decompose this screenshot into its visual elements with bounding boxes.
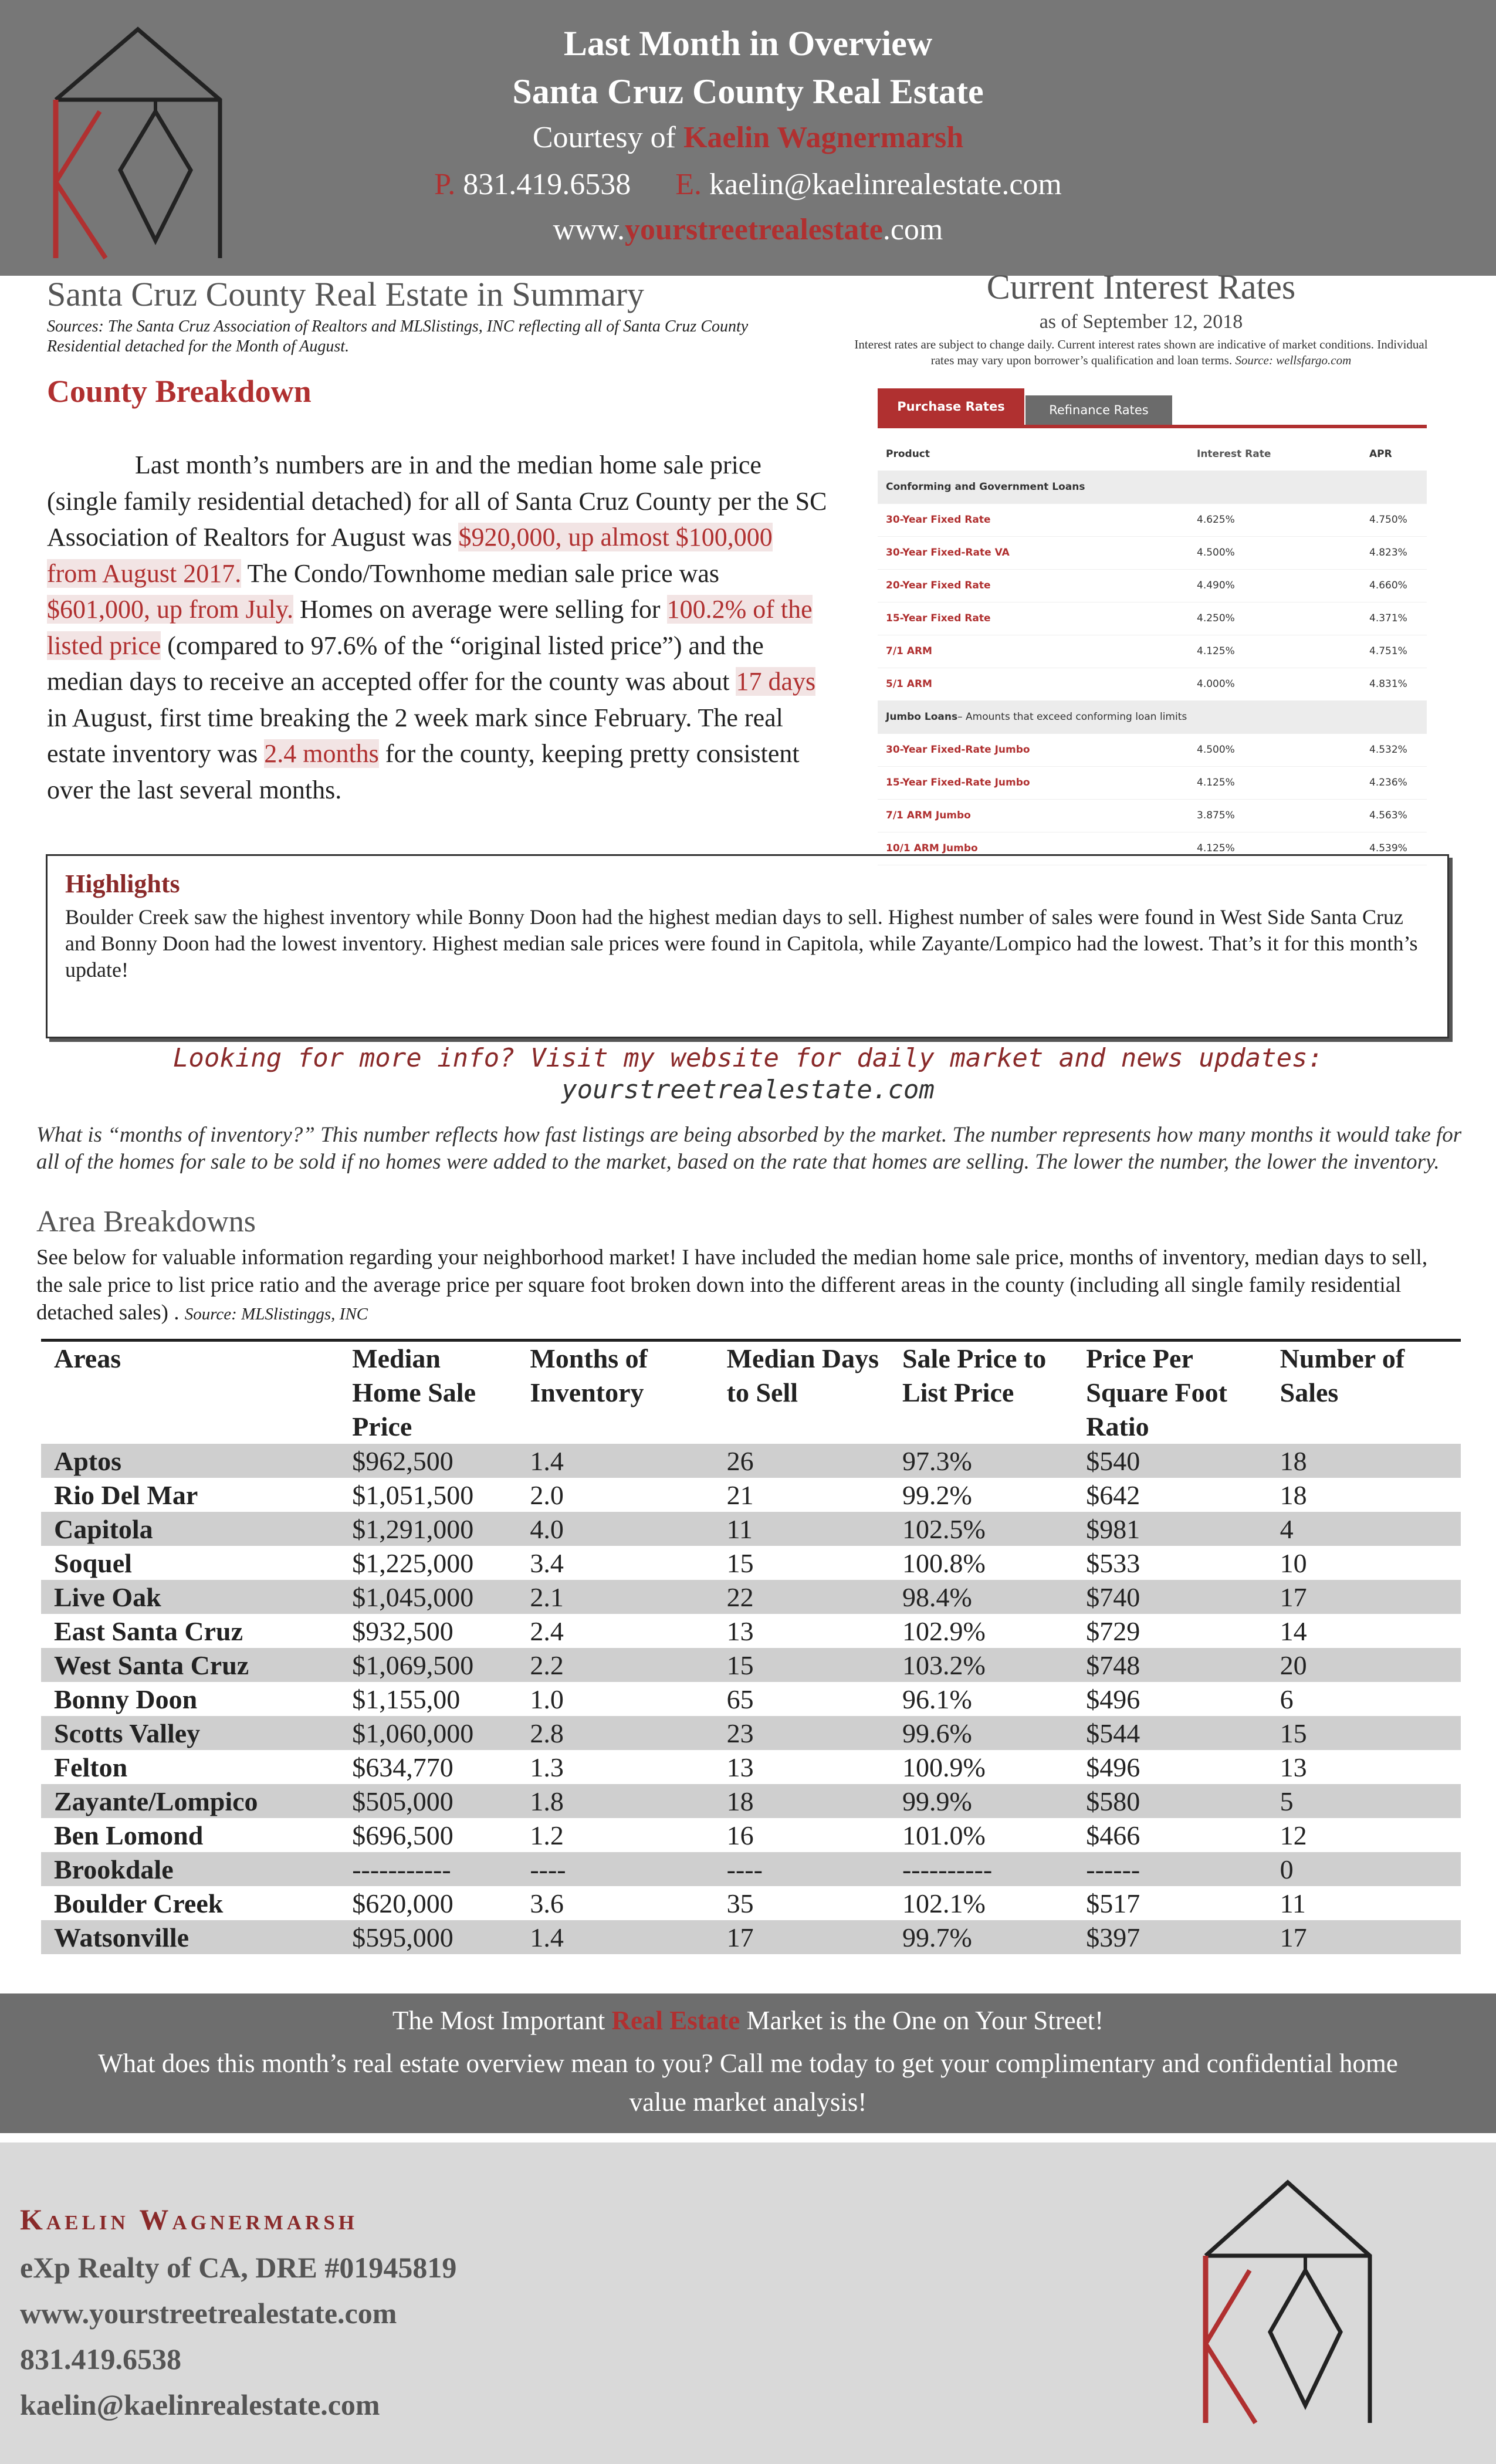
area-source: Source: MLSlistinggs, INC: [184, 1305, 368, 1324]
table-row: [41, 1886, 1461, 1920]
rate-apr: 4.751%: [1369, 645, 1407, 657]
table-cell: 21: [726, 1480, 754, 1510]
rate-row: [878, 503, 1427, 537]
table-cell: ----: [530, 1854, 566, 1884]
area-name-cell: Felton: [54, 1752, 128, 1782]
table-cell: $505,000: [352, 1786, 453, 1816]
contact-name: Kaelin Wagnermarsh: [20, 2203, 358, 2236]
table-row: [41, 1580, 1461, 1614]
rate-row: [878, 766, 1427, 800]
table-cell: 2.0: [530, 1480, 564, 1510]
contact-website[interactable]: www.yourstreetrealestate.com: [20, 2297, 397, 2330]
area-intro: [36, 1244, 1444, 1328]
table-cell: 1.3: [530, 1752, 564, 1782]
rate-product[interactable]: 7/1 ARM: [886, 645, 932, 657]
summary-text-2: The Condo/Townhome median sale price was: [241, 559, 720, 588]
group-jumbo-note: – Amounts that exceed conforming loan limits: [957, 711, 1187, 723]
rates-heading: Current Interest Rates: [986, 268, 1296, 306]
table-cell: $740: [1086, 1582, 1140, 1612]
rate-row: [878, 635, 1427, 668]
summary-sources: Sources: The Santa Cruz Association of Realtors and MLSlistings, INC reflecting all of Santa Cruz County Residential detached for the Month of August.: [47, 317, 749, 356]
table-cell: 103.2%: [902, 1650, 986, 1680]
rate-apr: 4.831%: [1369, 678, 1407, 690]
column-header: Number of Sales: [1267, 1341, 1461, 1444]
summary-highlight-2: $601,000, up from July.: [47, 595, 294, 624]
contact-phone[interactable]: 831.419.6538: [20, 2343, 181, 2375]
table-cell: 98.4%: [902, 1582, 972, 1612]
rate-apr: 4.532%: [1369, 744, 1407, 756]
rate-apr: 4.539%: [1369, 842, 1407, 854]
group-jumbo-label: Jumbo Loans: [886, 711, 958, 723]
area-table-header: [41, 1341, 1461, 1444]
table-cell: 14: [1280, 1616, 1307, 1646]
summary-highlight-1: $920,000, up almost $100,000 from August 2017.: [47, 523, 773, 588]
footer-logo-icon: [1191, 2177, 1385, 2429]
header-phone[interactable]: 831.419.6538: [463, 168, 631, 201]
rates-table: [878, 388, 1427, 852]
table-cell: 1.8: [530, 1786, 564, 1816]
rate-apr: 4.236%: [1369, 777, 1407, 788]
table-row: [41, 1546, 1461, 1580]
courtesy-prefix: Courtesy of: [532, 121, 676, 154]
table-cell: ----: [726, 1854, 763, 1884]
rates-header-row: [878, 438, 1427, 472]
table-cell: $981: [1086, 1514, 1140, 1544]
summary-highlight-4: 17 days: [736, 667, 816, 696]
header-subtitle: Santa Cruz County Real Estate: [512, 72, 984, 111]
summary-text-5: in August, first time breaking the 2 week mark since February. The real estate inventory was: [47, 703, 783, 768]
table-cell: 15: [726, 1548, 754, 1578]
web-suffix: .com: [882, 213, 943, 246]
table-cell: $466: [1086, 1820, 1140, 1850]
table-cell: 99.7%: [902, 1922, 972, 1952]
area-name-cell: Rio Del Mar: [54, 1480, 198, 1510]
table-cell: 12: [1280, 1820, 1307, 1850]
rate-product[interactable]: 15-Year Fixed Rate: [886, 612, 991, 624]
table-cell: 5: [1280, 1786, 1294, 1816]
table-cell: $1,051,500: [352, 1480, 474, 1510]
highlights-text: Boulder Creek saw the highest inventory while Bonny Doon had the highest median days to sell. Highest number of sales were found in West Side Santa Cruz and Bonny Doon had the lowest inventory. Highest median sale prices were found in Capitola, while Zayante/Lompico had the lowest. That’s it for this month’s update!: [65, 905, 1418, 981]
area-name-cell: Boulder Creek: [54, 1888, 224, 1918]
table-cell: 4: [1280, 1514, 1294, 1544]
table-cell: 17: [1280, 1922, 1307, 1952]
table-cell: 15: [726, 1650, 754, 1680]
area-name-cell: West Santa Cruz: [54, 1650, 249, 1680]
column-header: Price Per Square Foot Ratio: [1073, 1341, 1267, 1444]
area-heading: Area Breakdowns: [36, 1205, 256, 1238]
area-name-cell: Brookdale: [54, 1854, 174, 1884]
table-cell: $496: [1086, 1684, 1140, 1714]
rate-rate: 4.125%: [1197, 842, 1235, 854]
table-cell: $496: [1086, 1752, 1140, 1782]
table-cell: 6: [1280, 1684, 1294, 1714]
table-cell: 2.1: [530, 1582, 564, 1612]
table-cell: $1,060,000: [352, 1718, 474, 1748]
table-cell: ----------: [902, 1854, 993, 1884]
rate-rate: 4.125%: [1197, 777, 1235, 788]
table-cell: $1,225,000: [352, 1548, 474, 1578]
table-cell: 18: [1280, 1446, 1307, 1476]
table-cell: $696,500: [352, 1820, 453, 1850]
promo-line1: Looking for more info? Visit my website for daily market and news updates:: [172, 1043, 1324, 1073]
rates-group-conforming: [878, 471, 1427, 504]
table-cell: 99.2%: [902, 1480, 972, 1510]
table-cell: $962,500: [352, 1446, 453, 1476]
cta-line1-c: Market is the One on Your Street!: [740, 2006, 1104, 2035]
table-row: [41, 1818, 1461, 1852]
table-cell: 96.1%: [902, 1684, 972, 1714]
table-cell: $634,770: [352, 1752, 453, 1782]
col-product: Product: [886, 448, 930, 460]
header-title: Last Month in Overview: [563, 24, 933, 63]
rate-rate: 4.625%: [1197, 514, 1235, 526]
table-cell: 13: [1280, 1752, 1307, 1782]
column-header: Median Days to Sell: [714, 1341, 889, 1444]
summary-heading: Santa Cruz County Real Estate in Summary: [47, 275, 645, 313]
rate-apr: 4.371%: [1369, 612, 1407, 624]
website-line[interactable]: [0, 212, 1496, 247]
area-name-cell: East Santa Cruz: [54, 1616, 243, 1646]
rates-date: as of September 12, 2018: [1039, 311, 1243, 333]
rate-apr: 4.660%: [1369, 580, 1407, 591]
table-row: [41, 1784, 1461, 1818]
table-row: [41, 1682, 1461, 1716]
table-cell: 16: [726, 1820, 754, 1850]
table-cell: $595,000: [352, 1922, 453, 1952]
header-banner: [0, 0, 1496, 276]
summary-text-6: for the county, keeping pretty consistent over the last several months.: [47, 739, 800, 804]
table-cell: $748: [1086, 1650, 1140, 1680]
table-cell: $544: [1086, 1718, 1140, 1748]
area-name-cell: Bonny Doon: [54, 1684, 198, 1714]
table-cell: 100.9%: [902, 1752, 986, 1782]
table-cell: 20: [1280, 1650, 1307, 1680]
column-header: Months of Inventory: [517, 1341, 713, 1444]
table-cell: $932,500: [352, 1616, 453, 1646]
area-name-cell: Live Oak: [54, 1582, 161, 1612]
cta-line1-a: The Most Important: [392, 2006, 612, 2035]
rate-rate: 4.250%: [1197, 612, 1235, 624]
column-header: Areas: [41, 1341, 339, 1444]
table-cell: $533: [1086, 1548, 1140, 1578]
rate-product[interactable]: 20-Year Fixed Rate: [886, 580, 991, 591]
table-cell: $1,069,500: [352, 1650, 474, 1680]
courtesy-line: [0, 120, 1496, 155]
rate-apr: 4.823%: [1369, 547, 1407, 559]
table-row: [41, 1648, 1461, 1682]
column-header: Sale Price to List Price: [889, 1341, 1073, 1444]
summary-text-4: (compared to 97.6% of the “original listed price”) and the median days to receive an accepted offer for the county was about: [47, 631, 764, 696]
county-breakdown-text: [47, 447, 827, 808]
group-conforming-label: Conforming and Government Loans: [886, 481, 1085, 493]
table-row: [41, 1614, 1461, 1648]
area-name-cell: Zayante/Lompico: [54, 1786, 258, 1816]
area-table-body: [41, 1444, 1461, 1954]
table-cell: $729: [1086, 1616, 1140, 1646]
area-name-cell: Soquel: [54, 1548, 132, 1578]
rate-product[interactable]: 7/1 ARM Jumbo: [886, 810, 971, 821]
table-cell: $517: [1086, 1888, 1140, 1918]
table-cell: 99.6%: [902, 1718, 972, 1748]
table-row: [41, 1750, 1461, 1784]
table-cell: 101.0%: [902, 1820, 986, 1850]
highlights-box: [46, 854, 1449, 1038]
area-breakdown-table: [41, 1339, 1461, 1954]
table-cell: 102.9%: [902, 1616, 986, 1646]
contact-line: [0, 167, 1496, 202]
table-cell: $642: [1086, 1480, 1140, 1510]
rates-disclaimer-text: Interest rates are subject to change daily. Current interest rates shown are indicative of market conditions. Individual rates may vary upon borrower’s qualification and loan terms.: [854, 337, 1428, 367]
table-cell: 102.1%: [902, 1888, 986, 1918]
cta-line2: What does this month’s real estate overview mean to you? Call me today to get your complimentary and confidential home value market analysis!: [98, 2049, 1398, 2117]
email-label: E.: [675, 168, 702, 201]
phone-label: P.: [434, 168, 456, 201]
rate-apr: 4.750%: [1369, 514, 1407, 526]
inventory-note: What is “months of inventory?” This number reflects how fast listings are being absorbed by the market. The number represents how many months it would take for all of the homes for sale to be sold if no homes were added to the market, based on the rate that homes are selling. The lower the number, the lower the inventory.: [36, 1123, 1462, 1174]
rate-row: [878, 536, 1427, 570]
table-cell: 3.6: [530, 1888, 564, 1918]
table-cell: 11: [726, 1514, 753, 1544]
table-cell: 1.4: [530, 1446, 564, 1476]
cta-line1: [0, 2005, 1496, 2036]
table-cell: 2.8: [530, 1718, 564, 1748]
table-cell: ------: [1086, 1854, 1140, 1884]
tab-underline: [878, 425, 1427, 428]
rate-product[interactable]: 5/1 ARM: [886, 678, 932, 690]
rate-row: [878, 668, 1427, 701]
cta-band: [0, 1993, 1496, 2133]
col-apr: APR: [1369, 448, 1392, 460]
area-name-cell: Aptos: [54, 1446, 122, 1476]
table-cell: 18: [726, 1786, 754, 1816]
area-name-cell: Scotts Valley: [54, 1718, 201, 1748]
table-cell: $1,155,00: [352, 1684, 461, 1714]
table-cell: 1.4: [530, 1922, 564, 1952]
table-cell: 0: [1280, 1854, 1294, 1884]
rate-rate: 4.125%: [1197, 645, 1235, 657]
table-cell: 1.0: [530, 1684, 564, 1714]
table-cell: 10: [1280, 1548, 1307, 1578]
table-cell: $1,291,000: [352, 1514, 474, 1544]
table-cell: $580: [1086, 1786, 1140, 1816]
rate-product[interactable]: 30-Year Fixed-Rate VA: [886, 547, 1010, 559]
summary-highlight-5: 2.4 months: [264, 739, 379, 768]
agent-name: Kaelin Wagnermarsh: [683, 121, 964, 154]
table-cell: 35: [726, 1888, 754, 1918]
table-cell: 23: [726, 1718, 754, 1748]
table-cell: 17: [1280, 1582, 1307, 1612]
rates-disclaimer: [845, 337, 1437, 368]
col-rate: Interest Rate: [1197, 448, 1271, 460]
rate-rate: 4.500%: [1197, 547, 1235, 559]
table-cell: 1.2: [530, 1820, 564, 1850]
web-domain: yourstreetrealestate: [624, 213, 883, 246]
table-row: [41, 1478, 1461, 1512]
table-cell: $540: [1086, 1446, 1140, 1476]
table-cell: $1,045,000: [352, 1582, 474, 1612]
rate-row: [878, 569, 1427, 603]
table-cell: 22: [726, 1582, 754, 1612]
rate-product[interactable]: 15-Year Fixed-Rate Jumbo: [886, 777, 1030, 788]
table-cell: 2.4: [530, 1616, 564, 1646]
table-cell: 26: [726, 1446, 754, 1476]
table-cell: $397: [1086, 1922, 1140, 1952]
table-cell: 99.9%: [902, 1786, 972, 1816]
rate-apr: 4.563%: [1369, 810, 1407, 821]
table-row: [41, 1444, 1461, 1478]
table-cell: $620,000: [352, 1888, 453, 1918]
contact-email[interactable]: kaelin@kaelinrealestate.com: [20, 2388, 380, 2421]
table-cell: -----------: [352, 1854, 451, 1884]
rate-row: [878, 733, 1427, 767]
rates-source: Source: wellsfargo.com: [1235, 353, 1352, 367]
summary-highlight-3: 100.2% of the listed price: [47, 595, 813, 660]
rate-product[interactable]: 30-Year Fixed-Rate Jumbo: [886, 744, 1030, 756]
table-cell: 100.8%: [902, 1548, 986, 1578]
rate-rate: 3.875%: [1197, 810, 1235, 821]
area-name-cell: Ben Lomond: [54, 1820, 204, 1850]
rate-product[interactable]: 30-Year Fixed Rate: [886, 514, 991, 526]
table-cell: 13: [726, 1752, 754, 1782]
area-intro-text: See below for valuable information regarding your neighborhood market! I have included the median home sale price, months of inventory, median days to sell, the sale price to list price ratio and the average price per square foot broken down into the different areas in the county (including all single family residential detached sales) .: [36, 1245, 1428, 1325]
table-cell: 2.2: [530, 1650, 564, 1680]
rate-row: [878, 602, 1427, 635]
table-cell: 102.5%: [902, 1514, 986, 1544]
tab-refinance-rates[interactable]: Refinance Rates: [1025, 395, 1172, 425]
table-row: [41, 1920, 1461, 1954]
contact-footer: [0, 2143, 1496, 2464]
rate-rate: 4.490%: [1197, 580, 1235, 591]
cta-line1-b: Real Estate: [611, 2006, 740, 2035]
summary-text-3: Homes on average were selling for: [293, 595, 667, 624]
header-email[interactable]: kaelin@kaelinrealestate.com: [709, 168, 1062, 201]
tab-purchase-rates[interactable]: Purchase Rates: [878, 388, 1024, 425]
rate-rate: 4.500%: [1197, 744, 1235, 756]
table-cell: 13: [726, 1616, 754, 1646]
web-prefix: www.: [553, 213, 625, 246]
rate-product[interactable]: 10/1 ARM Jumbo: [886, 842, 978, 854]
summary-text-1: Last month’s numbers are in and the median home sale price (single family residential detached) for all of Santa Cruz County per the SC Association of Realtors for August was: [47, 451, 827, 551]
highlights-heading: Highlights: [65, 869, 180, 898]
table-row: [41, 1512, 1461, 1546]
rate-rate: 4.000%: [1197, 678, 1235, 690]
table-row: [41, 1852, 1461, 1886]
county-breakdown-heading: County Breakdown: [47, 374, 312, 409]
table-cell: 18: [1280, 1480, 1307, 1510]
rates-group-jumbo: [878, 700, 1427, 734]
table-cell: 11: [1280, 1888, 1306, 1918]
table-cell: 3.4: [530, 1548, 564, 1578]
table-row: [41, 1716, 1461, 1750]
contact-brokerage: eXp Realty of CA, DRE #01945819: [20, 2251, 457, 2284]
column-header: Median Home Sale Price: [339, 1341, 517, 1444]
table-cell: 4.0: [530, 1514, 564, 1544]
table-cell: 15: [1280, 1718, 1307, 1748]
rate-row: [878, 799, 1427, 832]
area-name-cell: Watsonville: [54, 1922, 189, 1952]
area-name-cell: Capitola: [54, 1514, 153, 1544]
table-cell: 97.3%: [902, 1446, 972, 1476]
promo-website[interactable]: yourstreetrealestate.com: [561, 1075, 935, 1105]
table-cell: 65: [726, 1684, 754, 1714]
table-cell: 17: [726, 1922, 754, 1952]
